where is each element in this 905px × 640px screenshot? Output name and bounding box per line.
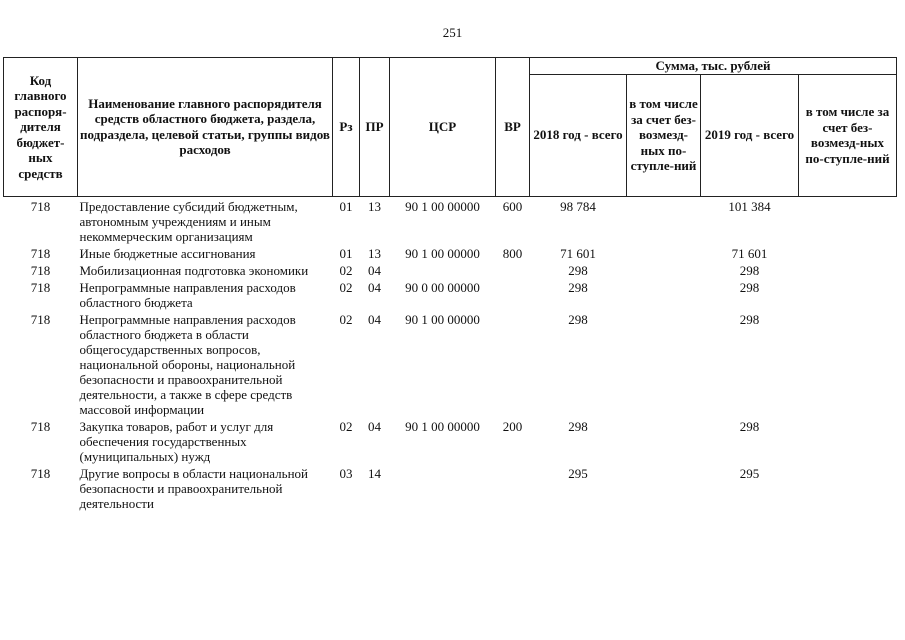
cell-rz: 02 [339,418,353,434]
table-row [4,196,897,246]
cell-code: 718 [30,198,51,214]
cell-name: Непрограммные направления расходов областного бюджета в области общегосударственных вопросов, национальной обороны, национальной безопасности и правоохранительной деятельности, а также в сфере средств массовой информации [79,311,296,417]
table-header [4,58,897,197]
cell-code: 718 [30,418,51,434]
header-2019-total: 2019 год - всего [701,74,799,196]
cell-name: Закупка товаров, работ и услуг для обеспечения государственных (муниципальных) нужд [79,418,274,464]
cell-csr: 90 1 00 00000 [405,418,480,434]
cell-code: 718 [30,311,51,327]
cell-2019-total: 101 384 [728,198,771,214]
cell-rz: 02 [339,311,353,327]
header-rz: Рз [333,58,360,197]
header-2018-grants: в том числе за счет без-возмезд-ных по-ступле-ний [627,74,701,196]
cell-vr [496,312,530,419]
table-row [4,280,897,312]
cell-vr [496,280,530,312]
header-2018-total: 2018 год - всего [530,74,627,196]
cell-2018-total: 71 601 [560,245,596,261]
cell-2019-total: 298 [739,279,760,295]
page-number: 251 [442,25,463,40]
header-sum: Сумма, тыс. рублей [530,58,897,75]
cell-2019-grants [799,246,897,263]
cell-pr: 04 [368,262,381,278]
cell-csr: 90 1 00 00000 [405,198,480,214]
cell-pr: 14 [368,465,381,481]
cell-code: 718 [30,245,51,261]
cell-name: Непрограммные направления расходов областного бюджета [79,279,296,310]
cell-code: 718 [30,279,51,295]
cell-2018-grants [627,419,701,466]
cell-rz: 03 [339,465,353,481]
cell-2018-total: 298 [568,311,588,327]
cell-pr: 13 [368,245,381,261]
cell-2018-total: 298 [568,418,588,434]
cell-2018-total: 298 [568,279,588,295]
table-row [4,466,897,513]
cell-2019-grants [799,419,897,466]
cell-pr: 04 [368,418,381,434]
cell-pr: 13 [368,198,381,214]
cell-vr: 200 [502,418,523,434]
cell-2019-total: 298 [739,262,760,278]
cell-2019-total: 71 601 [731,245,768,261]
cell-2018-grants [627,280,701,312]
cell-csr: 90 1 00 00000 [405,311,480,327]
cell-csr [390,466,496,513]
cell-name: Мобилизационная подготовка экономики [79,262,309,278]
cell-csr: 90 1 00 00000 [405,245,480,261]
cell-2019-grants [799,263,897,280]
header-code: Код главного распоря-дителя бюджет-ных средств [4,58,78,197]
cell-rz: 02 [339,262,353,278]
cell-2018-total: 298 [568,262,588,278]
cell-code: 718 [30,465,51,481]
cell-csr: 90 0 00 00000 [405,279,480,295]
header-2019-grants: в том числе за счет без-возмезд-ных по-ступле-ний [799,74,897,196]
cell-2018-grants [627,312,701,419]
cell-2018-total: 295 [568,465,588,481]
cell-name: Другие вопросы в области национальной безопасности и правоохранительной деятельности [79,465,308,511]
cell-2019-total: 298 [739,311,760,327]
cell-2018-grants [627,246,701,263]
cell-rz: 01 [339,198,353,214]
cell-code: 718 [30,262,51,278]
table-row [4,312,897,419]
cell-2019-grants [799,196,897,246]
cell-csr [390,263,496,280]
cell-2019-total: 295 [739,465,760,481]
cell-rz: 02 [339,279,353,295]
cell-2018-grants [627,466,701,513]
cell-vr [496,263,530,280]
cell-2018-total: 98 784 [560,198,596,214]
cell-name: Предоставление субсидий бюджетным, автономным учреждениям и иным некоммерческим организациям [79,198,298,244]
cell-vr: 600 [502,198,523,214]
cell-2019-grants [799,280,897,312]
header-name: Наименование главного распорядителя средств областного бюджета, раздела, подраздела, целевой статьи, группы видов расходов [78,58,333,197]
budget-table [3,57,897,513]
header-vr: ВР [496,58,530,197]
cell-vr [496,466,530,513]
cell-2018-grants [627,263,701,280]
table-row [4,263,897,280]
cell-pr: 04 [368,279,381,295]
table-row [4,419,897,466]
table-body [4,196,897,513]
cell-2019-total: 298 [739,418,760,434]
cell-name: Иные бюджетные ассигнования [79,245,256,261]
cell-vr: 800 [502,245,523,261]
cell-2019-grants [799,466,897,513]
table-row [4,246,897,263]
cell-2018-grants [627,196,701,246]
cell-pr: 04 [368,311,381,327]
cell-2019-grants [799,312,897,419]
header-csr: ЦСР [390,58,496,197]
header-pr: ПР [360,58,390,197]
cell-rz: 01 [339,245,353,261]
